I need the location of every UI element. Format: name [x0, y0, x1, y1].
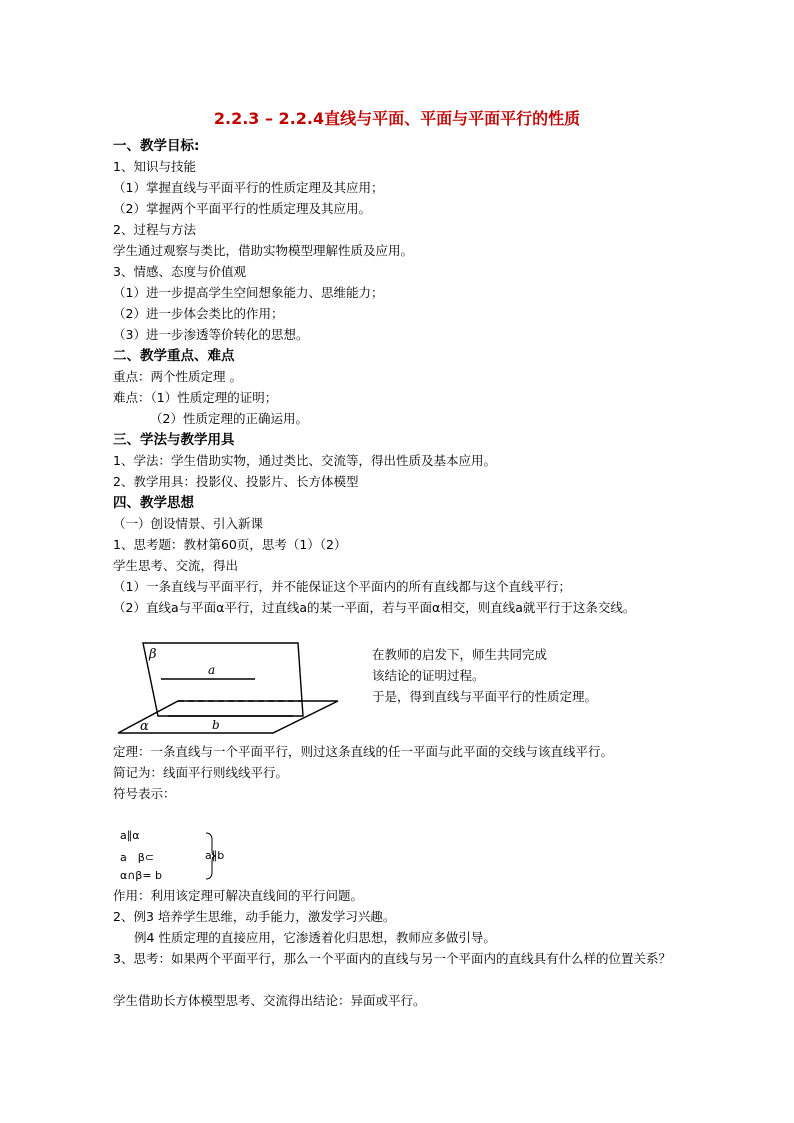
label-b: b — [212, 718, 220, 732]
objective-attitude: 3、情感、态度与价值观 — [113, 264, 246, 279]
teaching-step: （1）一条直线与平面平行，并不能保证这个平面内的所有直线都与这个直线平行； — [113, 579, 571, 594]
plane-alpha-outline — [118, 701, 338, 733]
objective-item: （1）进一步提高学生空间想象能力、思维能力； — [113, 285, 384, 300]
example-3: 2、例3 培养学生思维，动手能力，激发学习兴趣。 — [113, 909, 396, 924]
section-heading-keypoints: 二、教学重点、难点 — [113, 348, 235, 364]
teaching-step: 学生思考、交流，得出 — [113, 558, 239, 573]
symbol-condition-1: a∥α — [120, 829, 140, 842]
teaching-step: （一）创设情景、引入新课 — [113, 516, 264, 531]
objective-item: 学生通过观察与类比，借助实物模型理解性质及应用。 — [113, 243, 414, 258]
side-text: 在教师的启发下，师生共同完成 — [372, 647, 548, 662]
section-heading-teaching: 四、教学思想 — [113, 495, 194, 511]
label-beta: β — [149, 647, 157, 662]
symbol-conclusion: a∥b — [205, 849, 225, 862]
method-item: 2、教学用具：投影仪、投影片、长方体模型 — [113, 474, 359, 489]
key-point: 重点：两个性质定理 。 — [113, 369, 242, 384]
side-text: 该结论的证明过程。 — [372, 668, 485, 683]
example-4: 例4 性质定理的直接应用，它渗透着化归思想，教师应多做引导。 — [134, 930, 496, 945]
side-text: 于是，得到直线与平面平行的性质定理。 — [372, 689, 598, 704]
theorem-short: 简记为：线面平行则线线平行。 — [113, 765, 289, 780]
symbol-heading: 符号表示： — [113, 786, 176, 801]
usage-text: 作用：利用该定理可解决直线间的平行问题。 — [113, 888, 364, 903]
teaching-step: 1、思考题：教材第60页，思考（1）（2） — [113, 537, 347, 552]
symbol-condition-3: α∩β= b — [120, 869, 163, 882]
objective-item: （3）进一步渗透等价转化的思想。 — [113, 327, 309, 342]
label-a: a — [208, 663, 216, 677]
teaching-step: （2）直线a与平面α平行，过直线a的某一平面，若与平面α相交，则直线a就平行于这条交线。 — [113, 600, 636, 615]
objective-item: （2）进一步体会类比的作用； — [113, 306, 284, 321]
plane-diagram — [113, 641, 343, 737]
objective-item: （1）掌握直线与平面平行的性质定理及其应用； — [113, 180, 384, 195]
section-heading-objectives: 一、教学目标: — [113, 138, 200, 154]
brace-icon — [204, 832, 218, 880]
method-item: 1、学法：学生借助实物，通过类比、交流等，得出性质及基本应用。 — [113, 453, 496, 468]
difficulty-1: 难点：（1）性质定理的证明； — [113, 390, 278, 405]
objective-item: （2）掌握两个平面平行的性质定理及其应用。 — [113, 201, 371, 216]
label-alpha: α — [140, 719, 149, 734]
objective-process: 2、过程与方法 — [113, 222, 196, 237]
objective-knowledge: 1、知识与技能 — [113, 159, 196, 174]
think-question: 3、思考：如果两个平面平行，那么一个平面内的直线与另一个平面内的直线具有什么样的位置关系？ — [113, 951, 671, 966]
conclusion-text: 学生借助长方体模型思考、交流得出结论：异面或平行。 — [113, 993, 426, 1008]
symbol-condition-2: a β⊂ — [120, 851, 154, 864]
section-heading-methods: 三、学法与教学用具 — [113, 432, 235, 448]
page-title: 2.2.3 – 2.2.4直线与平面、平面与平面平行的性质 — [213, 109, 581, 128]
theorem-statement: 定理：一条直线与一个平面平行，则过这条直线的任一平面与此平面的交线与该直线平行。 — [113, 744, 614, 759]
difficulty-2: （2）性质定理的正确运用。 — [150, 411, 308, 426]
